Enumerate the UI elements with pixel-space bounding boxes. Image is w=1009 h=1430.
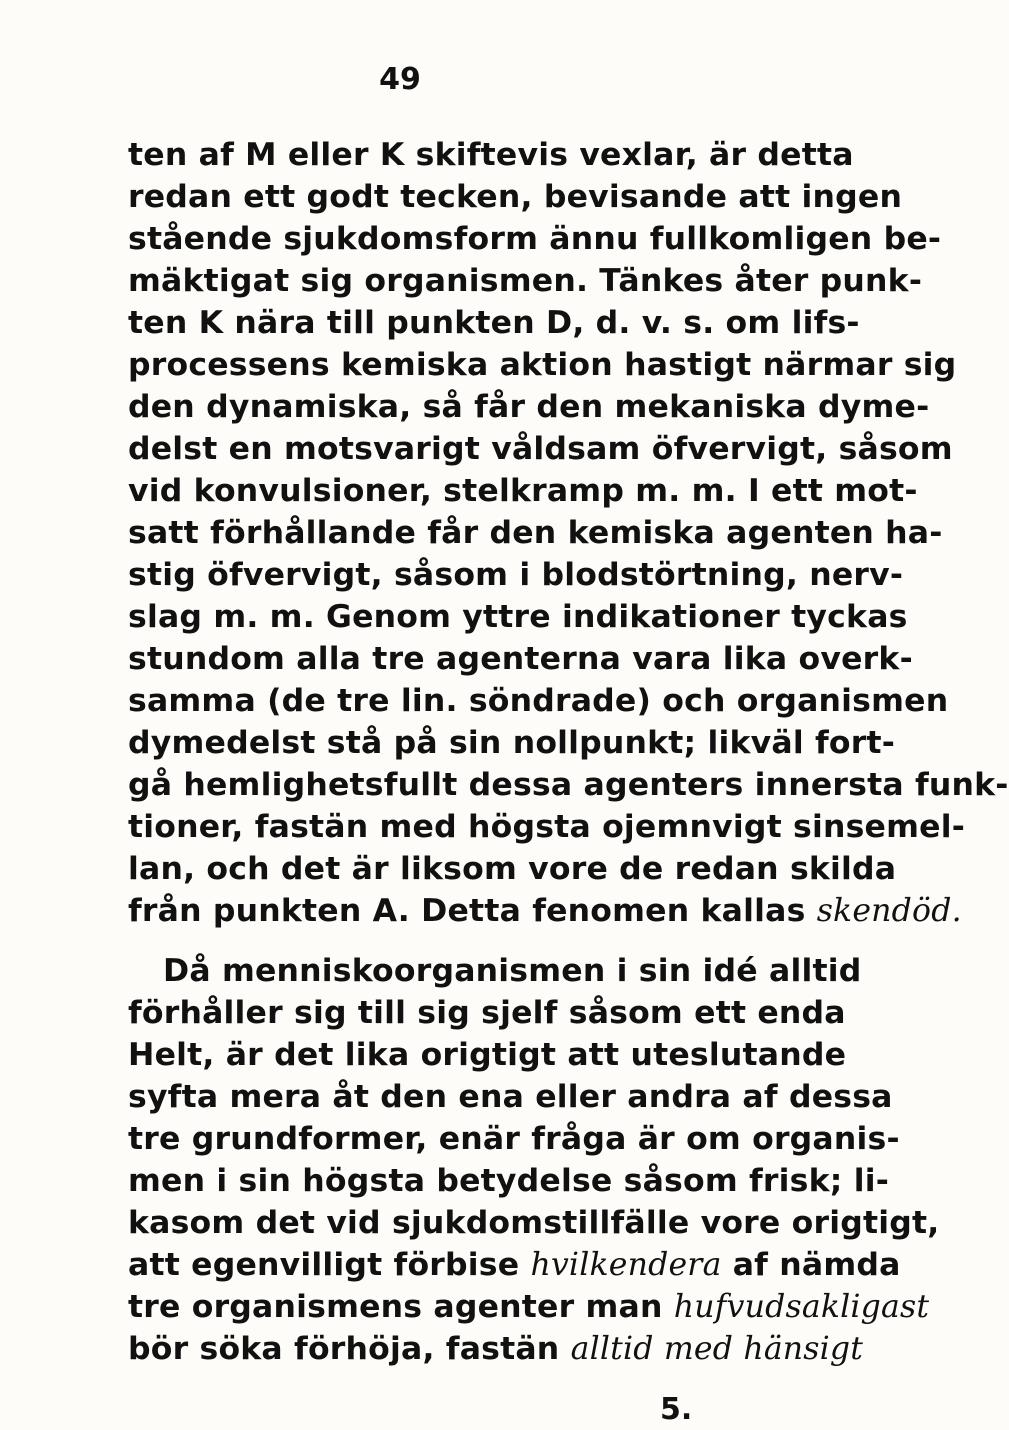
text-line: ten K nära till punkten D, d. v. s. om lifs- (128, 305, 860, 341)
italic-term: hufvudsakligast (673, 1289, 930, 1325)
text-line: slag m. m. Genom yttre indikationer tyckas (128, 599, 908, 635)
text-run: tre organismens agenter man (128, 1289, 674, 1325)
text-line: delst en motsvarigt våldsam öfvervigt, såsom (128, 431, 953, 467)
text-line: förhåller sig till sig sjelf såsom ett enda (128, 995, 846, 1031)
text-line: vid konvulsioner, stelkramp m. m. I ett mot- (128, 473, 918, 509)
page-number: 49 (379, 62, 421, 97)
text-line: syfta mera åt den ena eller andra af dessa (128, 1079, 893, 1115)
italic-term: hvilkendera (530, 1247, 722, 1283)
text-run: bör söka förhöja, fastän (128, 1331, 571, 1367)
italic-term: alltid med hänsigt (570, 1331, 864, 1367)
text-line: dymedelst stå på sin nollpunkt; likväl fort- (128, 725, 896, 761)
text-line (128, 1328, 864, 1370)
text-line: stundom alla tre agenterna vara lika overk- (128, 641, 913, 677)
text-line: processens kemiska aktion hastigt närmar sig (128, 347, 957, 383)
text-line: den dynamiska, så får den mekaniska dyme- (128, 389, 930, 425)
text-line: stående sjukdomsform ännu fullkomligen be- (128, 221, 942, 257)
italic-term: skendöd. (816, 893, 962, 929)
text-line: satt förhållande får den kemiska agenten ha- (128, 515, 943, 551)
text-line: redan ett godt tecken, bevisande att ingen (128, 179, 903, 215)
text-line: Då menniskoorganismen i sin idé alltid (163, 953, 862, 989)
text-line: men i sin högsta betydelse såsom frisk; li- (128, 1163, 889, 1199)
text-line: tre grundformer, enär fråga är om organis- (128, 1121, 900, 1157)
text-line: stig öfvervigt, såsom i blodstörtning, nerv- (128, 557, 904, 593)
text-run: att egenvilligt förbise (128, 1247, 531, 1283)
text-line: Helt, är det lika origtigt att uteslutande (128, 1037, 847, 1073)
text-line: samma (de tre lin. söndrade) och organismen (128, 683, 949, 719)
text-line: gå hemlighetsfullt dessa agenters innersta funk- (128, 767, 1009, 803)
text-line: tioner, fastän med högsta ojemnvigt sinsemel- (128, 809, 965, 845)
text-line: kasom det vid sjukdomstillfälle vore origtigt, (128, 1205, 940, 1241)
text-line: mäktigat sig organismen. Tänkes åter punk- (128, 263, 923, 299)
text-line: ten af M eller K skiftevis vexlar, är detta (128, 137, 854, 173)
signature-mark: 5. (660, 1392, 693, 1427)
text-line: lan, och det är liksom vore de redan skilda (128, 851, 897, 887)
text-line-last (128, 890, 962, 932)
text-run: af nämda (721, 1247, 901, 1283)
text-run: från punkten A. Detta fenomen kallas (128, 893, 817, 929)
text-line (128, 1286, 930, 1328)
text-line (128, 1244, 901, 1286)
